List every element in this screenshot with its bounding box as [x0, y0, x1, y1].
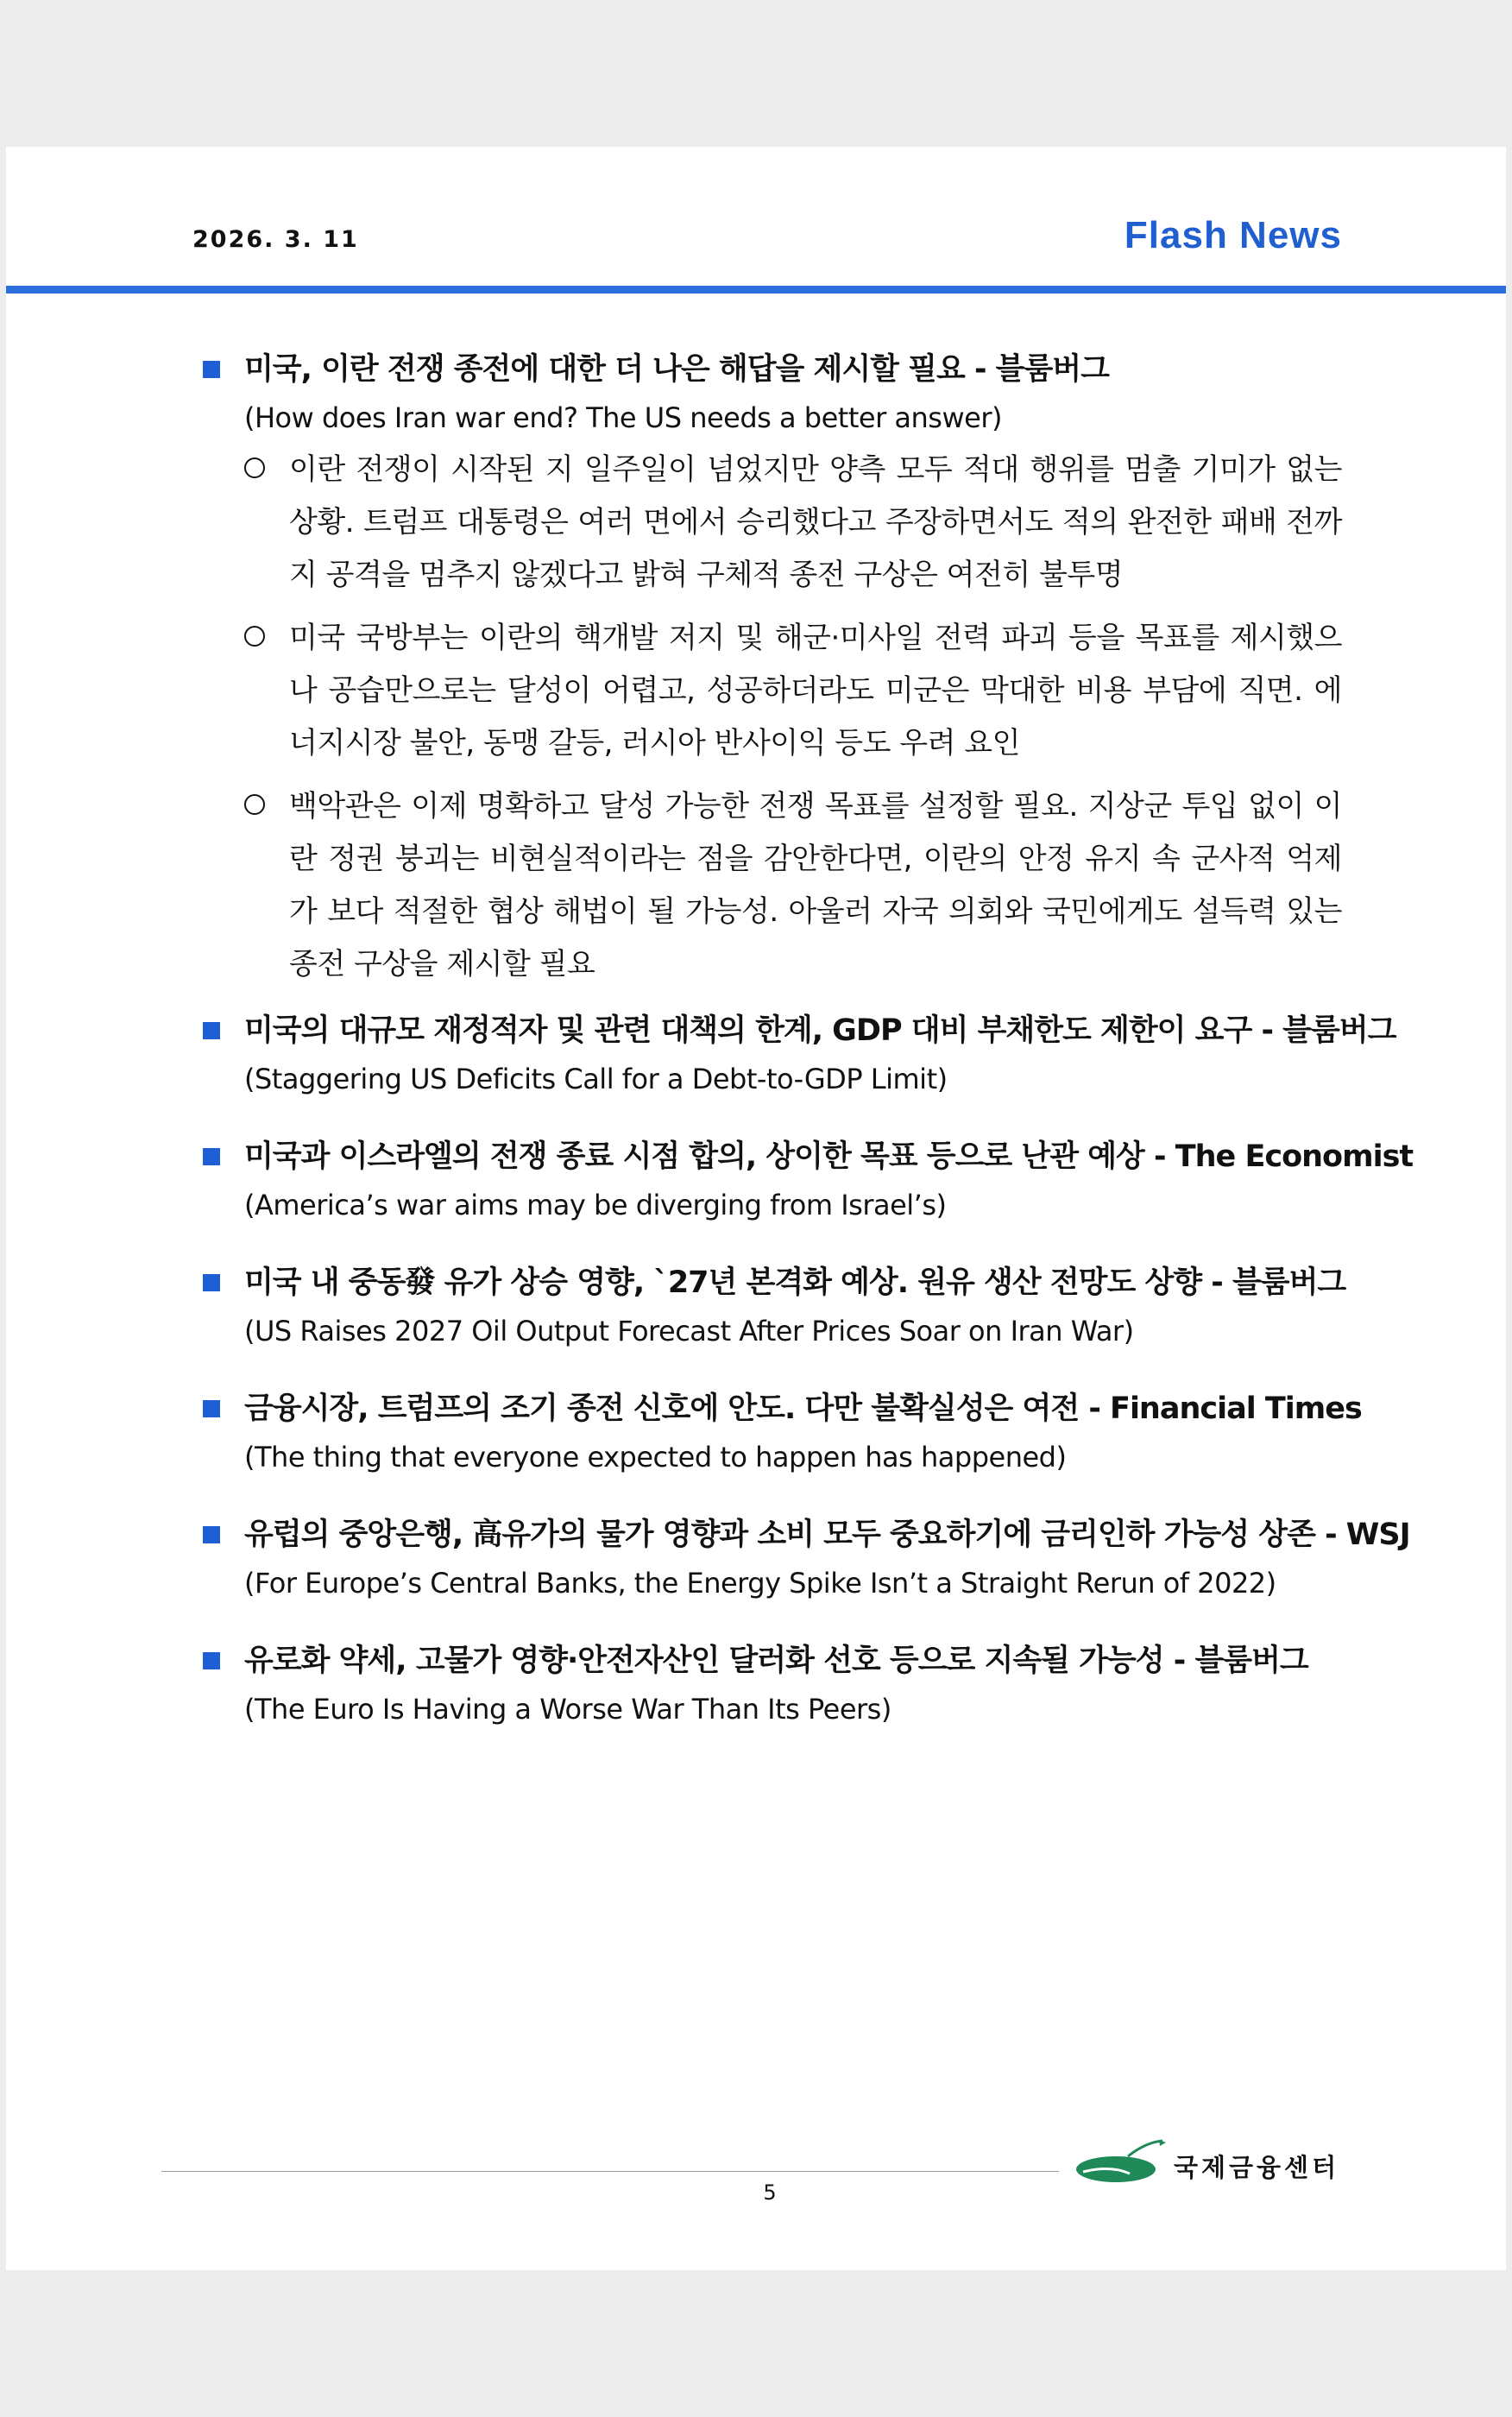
summary-bullets — [244, 444, 1342, 991]
article-item — [203, 1385, 1362, 1481]
footer-rule — [161, 2171, 1059, 2172]
spacer — [203, 1229, 1342, 1259]
bullet-text: 미국 국방부는 이란의 핵개발 저지 및 해군·미사일 전력 파괴 등을 목표를 제시했으나 공습만으로는 달성이 어렵고, 성공하더라도 미군은 막대한 비용 부담에 직면. 에너지시장 불안, 동맹 갈등, 러시아 반사이익 등도 우려 요인 — [289, 621, 1342, 760]
headline-text: 미국의 대규모 재정적자 및 관련 대책의 한계, GDP 대비 부채한도 제한이 요구 - 블룸버그 — [244, 1013, 1396, 1048]
spacer — [203, 1103, 1342, 1133]
spacer — [203, 1355, 1342, 1385]
article-item — [203, 1007, 1396, 1103]
square-bullet-icon — [203, 1526, 220, 1543]
headline-text: 유럽의 중앙은행, 高유가의 물가 영향과 소비 모두 중요하기에 금리인하 가능성 상존 - WSJ — [244, 1518, 1410, 1552]
circle-bullet-icon — [244, 626, 265, 647]
article-subtitle: (The Euro Is Having a Worse War Than Its Peers) — [244, 1693, 891, 1726]
article-item — [203, 345, 1342, 991]
article-headline — [203, 1637, 1342, 1685]
bullet-text: 이란 전쟁이 시작된 지 일주일이 넘었지만 양측 모두 적대 행위를 멈출 기미가 없는 상황. 트럼프 대통령은 여러 면에서 승리했다고 주장하면서도 적의 완전한 패배 전까지 공격을 멈추지 않겠다고 밝혀 구체적 종전 구상은 여전히 불투명 — [289, 452, 1342, 592]
headline-text: 미국과 이스라엘의 전쟁 종료 시점 합의, 상이한 목표 등으로 난관 예상 - The Economist — [244, 1139, 1414, 1174]
organization-name: 국제금융센터 — [1174, 2153, 1340, 2182]
article-headline — [203, 1511, 1410, 1559]
article-subtitle: (How does Iran war end? The US needs a better answer) — [244, 401, 1002, 434]
article-item — [203, 1259, 1346, 1355]
spacer — [203, 1607, 1342, 1637]
summary-bullet — [244, 780, 1342, 991]
article-headline — [203, 1007, 1396, 1055]
spacer — [203, 1481, 1342, 1511]
article-subtitle: (US Raises 2027 Oil Output Forecast After Prices Soar on Iran War) — [244, 1315, 1134, 1347]
square-bullet-icon — [203, 1400, 220, 1417]
issue-date: 2026. 3. 11 — [192, 226, 359, 253]
article-item — [203, 1511, 1410, 1607]
headline-text: 미국, 이란 전쟁 종전에 대한 더 나은 해답을 제시할 필요 - 블룸버그 — [244, 352, 1109, 387]
publication-title: Flash News — [1124, 214, 1342, 256]
page-number: 5 — [763, 2180, 777, 2205]
bullet-text: 백악관은 이제 명확하고 달성 가능한 전쟁 목표를 설정할 필요. 지상군 투입 없이 이란 정권 붕괴는 비현실적이라는 점을 감안한다면, 이란의 안정 유지 속 군사적 억제가 보다 적절한 협상 해법이 될 가능성. 아울러 자국 의회와 국민에게도 설득력 있는 종전 구상을 제시할 필요 — [289, 789, 1342, 981]
header-rule — [6, 286, 1506, 293]
article-headline — [203, 1133, 1414, 1181]
summary-bullet — [244, 444, 1342, 602]
circle-bullet-icon — [244, 794, 265, 815]
article-subtitle: (The thing that everyone expected to happen has happened) — [244, 1441, 1067, 1474]
article-item — [203, 1133, 1414, 1229]
page-header — [6, 147, 1506, 293]
headline-text: 미국 내 중동發 유가 상승 영향, `27년 본격화 예상. 원유 생산 전망도 상향 - 블룸버그 — [244, 1265, 1346, 1300]
document-page — [6, 147, 1506, 2270]
headline-text: 유로화 약세, 고물가 영향·안전자산인 달러화 선호 등으로 지속될 가능성 - 블룸버그 — [244, 1644, 1308, 1678]
square-bullet-icon — [203, 1148, 220, 1165]
circle-bullet-icon — [244, 458, 265, 478]
article-list — [203, 345, 1414, 1733]
square-bullet-icon — [203, 1652, 220, 1669]
square-bullet-icon — [203, 361, 220, 378]
article-item — [203, 1637, 1342, 1733]
headline-text: 금융시장, 트럼프의 조기 종전 신호에 안도. 다만 불확실성은 여전 - Financial Times — [244, 1392, 1362, 1426]
summary-bullet — [244, 612, 1342, 770]
article-headline — [203, 345, 1342, 394]
article-subtitle: (For Europe’s Central Banks, the Energy Spike Isn’t a Straight Rerun of 2022) — [244, 1567, 1276, 1600]
article-headline — [203, 1259, 1346, 1307]
article-subtitle: (Staggering US Deficits Call for a Debt-to-GDP Limit) — [244, 1063, 948, 1095]
article-headline — [203, 1385, 1362, 1433]
article-subtitle: (America’s war aims may be diverging from Israel’s) — [244, 1189, 947, 1221]
square-bullet-icon — [203, 1274, 220, 1291]
square-bullet-icon — [203, 1022, 220, 1039]
